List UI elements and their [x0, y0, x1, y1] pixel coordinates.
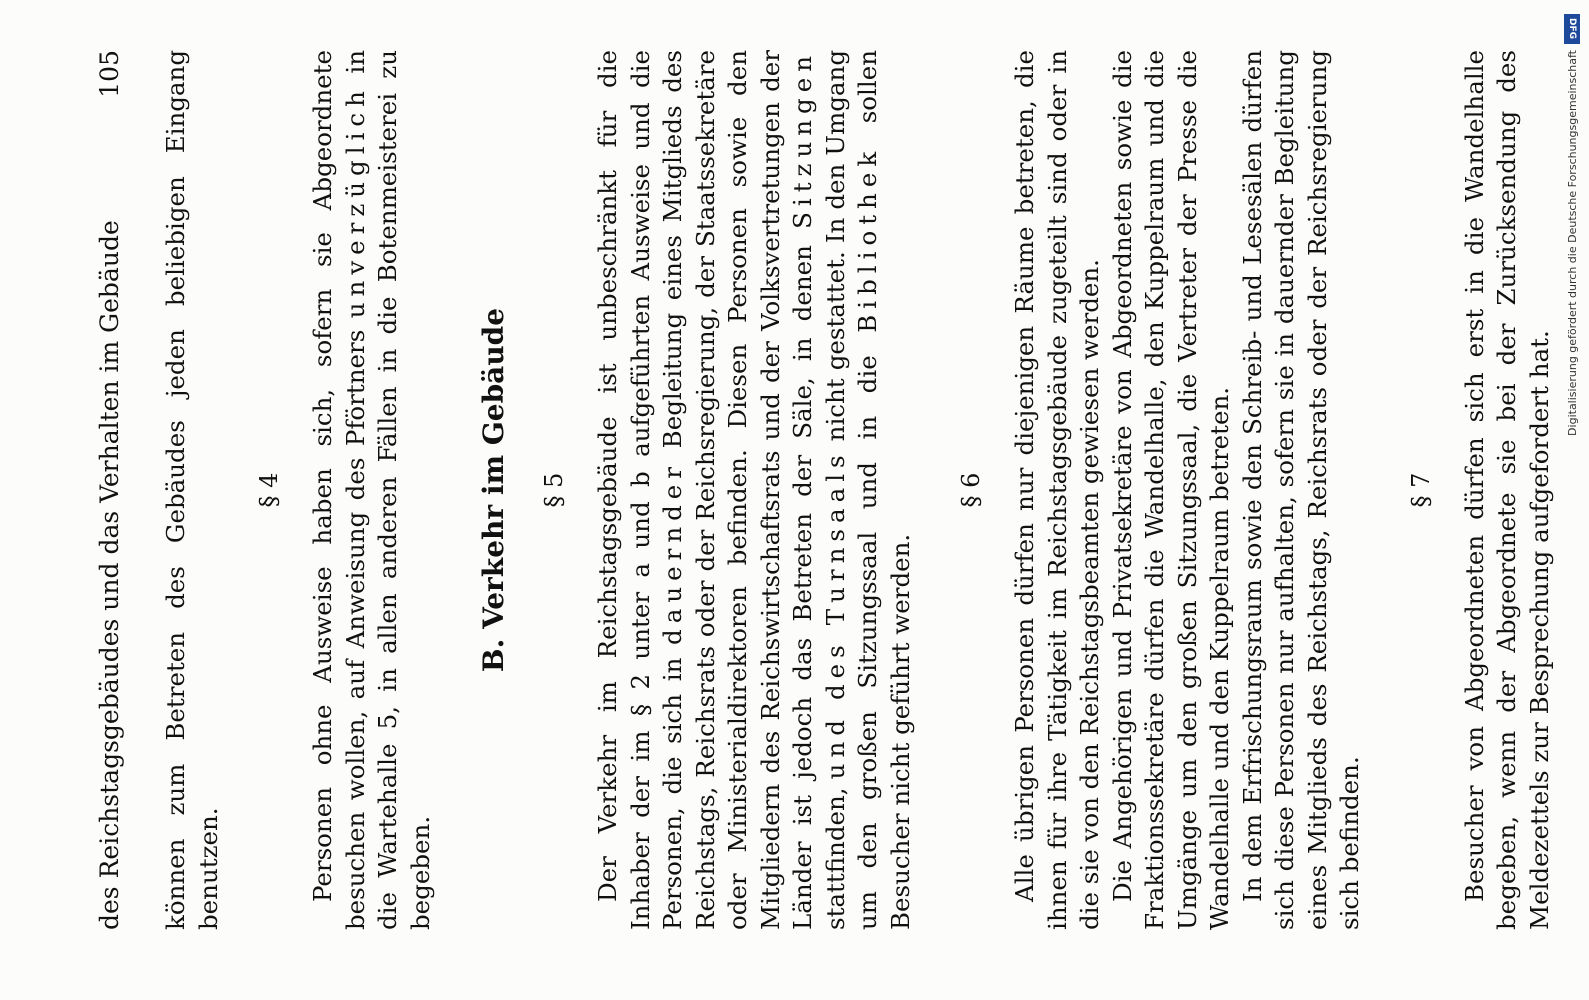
section-6-paragraph-1: Alle übrigen Personen dürfen nur diejenigen Räume betreten, die ihnen für ihre Tätigkeit im Reichstagsgebäude zugeteilt sind oder in die sie von den Reichstagsbeamten gewiesen werden. — [1010, 50, 1104, 930]
page-number: 105 — [95, 50, 124, 98]
intro-paragraph: können zum Betreten des Gebäudes jeden beliebigen Eingang benutzen. — [161, 50, 223, 930]
section-4-paragraph — [307, 50, 437, 930]
section-6-mark: § 6 — [957, 472, 985, 508]
dfg-logo: DFG — [1564, 14, 1580, 44]
section-b-heading: B. Verkehr im Gebäude — [477, 307, 510, 673]
section-7-mark: § 7 — [1406, 472, 1435, 508]
sec5-emphasis-4: Bibliothek — [853, 145, 882, 333]
sec4-text-3: in die Wartehalle 5, in allen anderen Fällen in die Botenmeisterei zu begeben. — [340, 49, 435, 930]
page-body — [95, 50, 1556, 930]
section-6-paragraph-3: In dem Erfrischungsraum sowie den Schreib- und Lesesälen dürfen sich diese Personen nur aufhalten, sofern sie in dauernder Begleitung eines Mitglieds des Reichstags, Reichsrats oder der Reichsregierung sich befinden. — [1237, 50, 1364, 930]
sec5-emphasis-3: und des Turnsaals — [820, 449, 850, 780]
sec5-text-3: Begleitung eines Mitglieds des Reichstags, Reichsrats oder der Reichsregierung, der Staatssekretäre oder Ministerialdirektoren befinden. Diesen Personen sowie den Mitgliedern des Reichswirtschaftsrats und der Volksvertretungen der Länder ist jedoch das Betreten der Säle, in denen — [658, 50, 817, 930]
sec5-emphasis-2: Sitzungen — [788, 50, 817, 229]
sec5-emphasis-1: dauernder — [658, 461, 687, 645]
digitization-credit — [1563, 14, 1581, 674]
sec5-text-10: sollen Besucher nicht geführt werden. — [853, 50, 915, 930]
credit-text: Digitalisierung gefördert durch die Deutsche Forschungsgemeinschaft — [1565, 50, 1579, 436]
section-7-paragraph: Besucher von Abgeordneten dürfen sich erst in die Wandelhalle begeben, wenn der Abgeordnete sie bei der Zurücksendung des Meldezettels zur Besprechung aufgefordert hat. — [1459, 50, 1554, 930]
section-5-mark: § 5 — [540, 472, 568, 508]
sec5-text-8: In den Umgang um den großen Sitzungssaal und in die — [820, 49, 882, 930]
sec5-text-1: Der Verkehr im Reichstagsgebäude ist unbeschränkt für die Inhaber der im § 2 unter a und b aufgeführten Ausweise und die Personen, die sich in — [593, 50, 687, 930]
sec5-text-5: stattfinden, — [820, 787, 850, 930]
running-head — [95, 50, 124, 930]
sec4-emphasis: unverzüglich — [340, 85, 370, 319]
running-title: des Reichstagsgebäudes und das Verhalten im Gebäude — [95, 220, 124, 930]
section-6-paragraph-2: Die Angehörigen und Privatsekretäre von Abgeordneten sowie die Fraktionssekretäre dürfen die Wandelhalle, den Kuppelraum und die Umgänge um den großen Sitzungssaal, die Vertreter der Presse die Wandelhalle und den Kuppelraum betreten. — [1107, 50, 1234, 930]
section-5-paragraph — [592, 50, 917, 930]
sec4-text-1: Personen ohne Ausweise haben sich, sofern sie Abgeordnete besuchen wollen, auf Anweisung des Pförtners — [308, 50, 370, 930]
section-4-mark: § 4 — [255, 472, 283, 508]
sec5-text-7: nicht gestattet. — [820, 251, 850, 442]
